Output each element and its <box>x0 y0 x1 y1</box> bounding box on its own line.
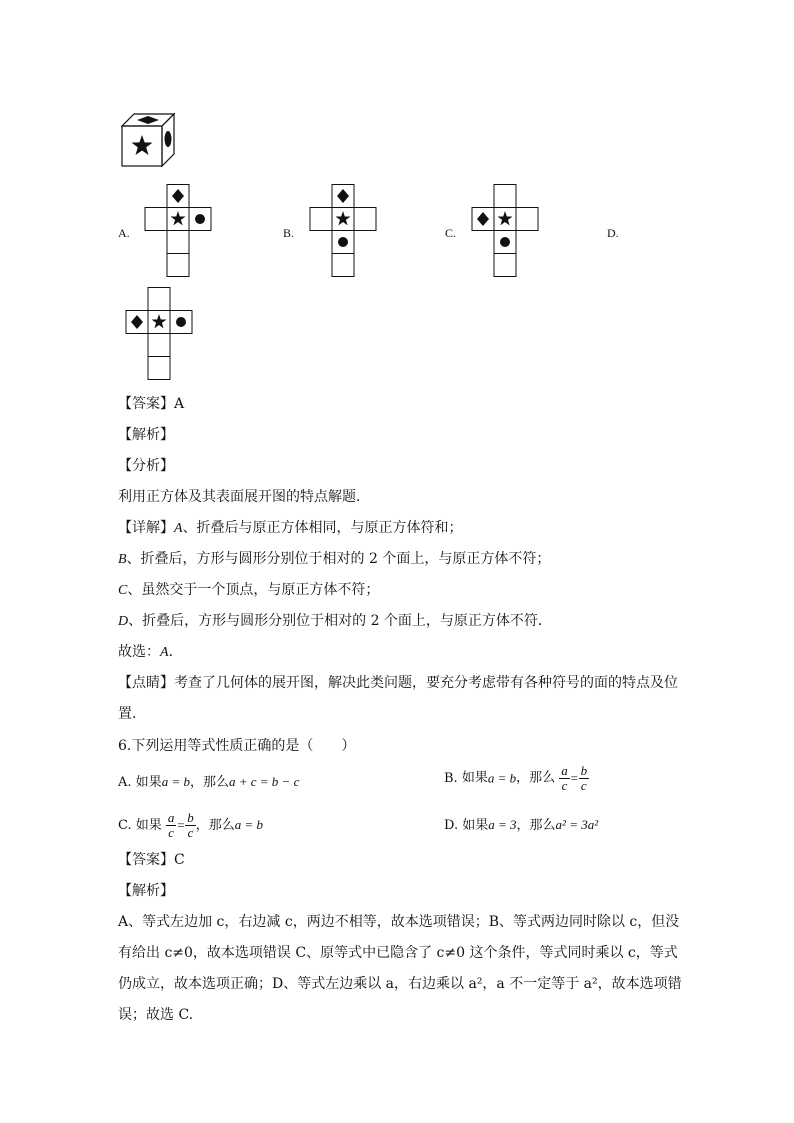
q6-a-math2: a + c = b − c <box>228 774 300 789</box>
q5-comment-line2: 置． <box>118 706 146 722</box>
q6-option-d <box>444 815 598 836</box>
q5-detail-c <box>118 580 379 601</box>
star-icon <box>171 211 186 225</box>
q6-c-frac-right: $\frac{b}{c}$ <box>187 810 194 840</box>
q6-analysis-line3: 仍成立，故本选项正确；D、等式左边乘以 a，右边乘以 a²，a 不一定等于 a²，故本选项错 <box>118 976 682 992</box>
q6-option-b: B. 如果a = b，那么 $\frac{a}{c}$ = $\frac{b}{c}$ <box>444 763 588 793</box>
detail-b-text: 、折叠后，方形与圆形分别位于相对的 2 个面上，与原正方体不符； <box>126 551 551 567</box>
option-d-label: D. <box>607 226 619 240</box>
net-b <box>308 184 380 278</box>
q6-analysis-line4: 误；故选 C. <box>118 1007 194 1023</box>
q6-d-math2: a² = 3a² <box>555 817 599 832</box>
choice-prefix: 故选： <box>118 644 160 660</box>
q6-answer: 【答案】C <box>118 852 185 868</box>
option-c-label: C. <box>445 226 457 240</box>
q6-b-math1: a = b <box>487 770 517 786</box>
q6-c-label: C. <box>118 818 132 833</box>
q6-b-frac-left: $\frac{a}{c}$ <box>561 763 568 793</box>
detail-prefix: 【详解】 <box>118 520 174 536</box>
q6-analysis-line1: A、等式左边加 c，右边减 c，两边不相等，故本选项错误；B、等式两边同时除以 c，但没 <box>118 914 680 930</box>
q6-d-mid: ，那么 <box>516 818 556 833</box>
q5-answer: 【答案】A <box>118 396 185 412</box>
diamond-icon <box>131 315 143 329</box>
cube-figure <box>118 108 178 168</box>
detail-c-letter: C <box>118 583 128 598</box>
q6-a-text: 如果 <box>135 775 162 790</box>
q5-analysis-header: 【解析】 <box>118 427 174 443</box>
circle-icon <box>500 237 510 247</box>
q6-d-math1: a = 3 <box>488 817 517 832</box>
detail-d-letter: D <box>118 614 129 629</box>
detail-b-letter: B <box>118 552 127 567</box>
q6-d-text: 如果 <box>462 818 489 833</box>
detail-c-text: 、虽然交于一个顶点，与原正方体不符； <box>127 582 380 598</box>
q5-fenxi-text: 利用正方体及其表面展开图的特点解题． <box>118 489 370 505</box>
star-icon <box>498 211 513 225</box>
circle-icon <box>195 214 205 224</box>
q5-detail-d <box>118 611 552 632</box>
net-c <box>470 184 542 278</box>
detail-a-text: 、折叠后与原正方体相同，与原正方体符和； <box>182 520 463 536</box>
q6-c-frac-left: $\frac{a}{c}$ <box>167 810 175 840</box>
q6-option-c: C. 如果 $\frac{a}{c}$ = $\frac{b}{c}$ ，那么a = b <box>118 810 263 840</box>
q5-comment-line1: 【点睛】考查了几何体的展开图，解决此类问题，要充分考虑带有各种符号的面的特点及位 <box>118 675 678 691</box>
circle-icon <box>338 237 348 247</box>
option-b-label: B. <box>283 226 295 240</box>
q6-option-a <box>118 772 299 793</box>
q6-stem: 6.下列运用等式性质正确的是（ ） <box>118 738 356 754</box>
q6-c-mid: ，那么 <box>195 818 235 833</box>
detail-d-text: 、折叠后，方形与圆形分别位于相对的 2 个面上，与原正方体不符． <box>128 613 552 629</box>
q6-d-label: D. <box>444 818 459 833</box>
net-a <box>143 184 215 278</box>
q6-b-label: B. <box>444 771 458 786</box>
q5-fenxi-header: 【分析】 <box>118 458 174 474</box>
star-icon <box>132 135 153 155</box>
q6-a-math1: a = b <box>161 774 190 789</box>
q6-b-mid: ，那么 <box>516 770 556 786</box>
star-icon <box>152 314 167 328</box>
q6-b-text: 如果 <box>461 770 488 786</box>
net-d <box>124 287 196 381</box>
circle-icon <box>176 317 186 327</box>
q5-detail-b <box>118 549 550 570</box>
q6-b-frac-right: $\frac{b}{c}$ <box>580 763 588 793</box>
detail-a-letter: A <box>174 521 183 536</box>
diamond-icon <box>477 212 489 226</box>
diamond-icon <box>172 189 184 203</box>
diamond-icon <box>137 116 159 124</box>
q6-c-math2: a = b <box>234 817 263 832</box>
q6-c-text: 如果 <box>135 818 162 833</box>
q5-detail-a <box>118 518 463 539</box>
choice-suffix: ． <box>168 644 183 660</box>
q6-analysis-header: 【解析】 <box>118 883 174 899</box>
diamond-icon <box>337 189 349 203</box>
q6-analysis-line2: 有给出 c≠0，故本选项错误 C、原等式中已隐含了 c≠0 这个条件，等式同时乘以 c，等式 <box>118 945 678 961</box>
star-icon <box>336 211 351 225</box>
option-a-label: A. <box>118 226 130 240</box>
q6-a-mid: ，那么 <box>189 775 229 790</box>
circle-icon <box>165 131 172 147</box>
q6-a-label: A. <box>118 775 132 790</box>
q5-choice <box>118 642 183 663</box>
choice-letter: A <box>160 645 169 660</box>
